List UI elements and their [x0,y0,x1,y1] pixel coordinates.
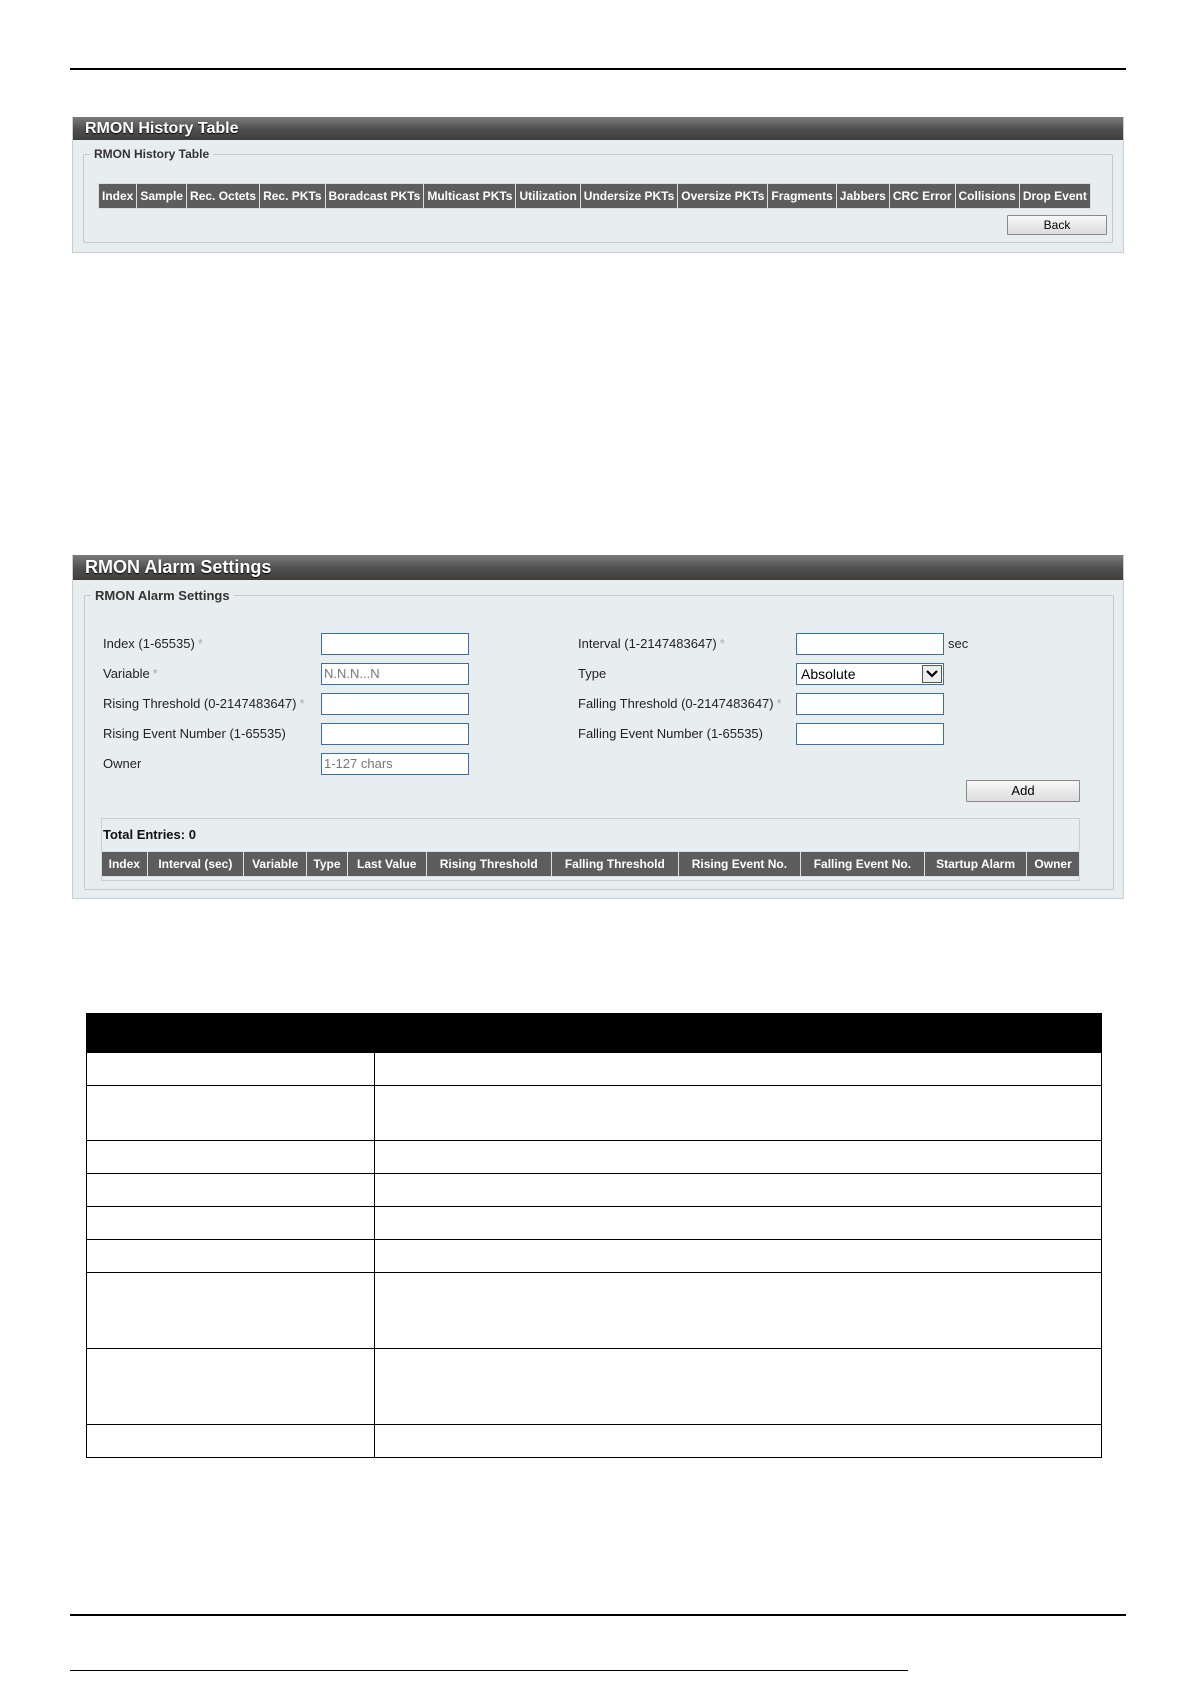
index-label: Index (1-65535) * [103,636,203,651]
alarm-col-type: Type [307,852,348,877]
history-col-drop-event: Drop Event [1019,184,1090,209]
history-col-utilization: Utilization [516,184,580,209]
parameter-name-cell [87,1053,375,1086]
alarm-col-last-value: Last Value [347,852,426,877]
parameter-table-header [87,1014,1102,1053]
parameter-name-cell [87,1207,375,1240]
parameter-name-cell [87,1141,375,1174]
history-col-multicast-pkts: Multicast PKTs [424,184,516,209]
rmon-history-panel [72,117,1124,253]
owner-label: Owner [103,756,142,771]
falling-threshold-label: Falling Threshold (0-2147483647) * [578,696,782,711]
parameter-row [87,1349,1102,1425]
parameter-name-cell [87,1240,375,1273]
parameter-name-cell [87,1425,375,1458]
variable-label: Variable * [103,666,158,681]
history-col-rec-octets: Rec. Octets [187,184,260,209]
rising-threshold-label: Rising Threshold (0-2147483647) * [103,696,305,711]
rising-threshold-input[interactable] [321,693,469,715]
index-input[interactable] [321,633,469,655]
parameter-description-cell [375,1425,1102,1458]
rmon-alarm-legend: RMON Alarm Settings [95,588,230,603]
history-col-rec-pkts: Rec. PKTs [260,184,325,209]
interval-label: Interval (1-2147483647) * [578,636,725,651]
parameter-table [86,1013,1102,1458]
history-col-collisions: Collisions [955,184,1019,209]
rmon-alarm-table [101,851,1080,877]
parameter-row [87,1240,1102,1273]
history-col-undersize-pkts: Undersize PKTs [580,184,677,209]
alarm-col-interval-sec: Interval (sec) [147,852,243,877]
alarm-col-index: Index [102,852,148,877]
parameter-row [87,1207,1102,1240]
parameter-name-cell [87,1174,375,1207]
parameter-row [87,1425,1102,1458]
parameter-row [87,1174,1102,1207]
rmon-alarm-title: RMON Alarm Settings [73,555,1123,580]
parameter-row [87,1053,1102,1086]
history-col-sample: Sample [137,184,187,209]
rising-event-label: Rising Event Number (1-65535) [103,726,286,741]
history-col-fragments: Fragments [768,184,836,209]
parameter-row [87,1141,1102,1174]
history-col-index: Index [99,184,137,209]
parameter-description-cell [375,1053,1102,1086]
rmon-history-legend: RMON History Table [94,147,210,161]
interval-unit: sec [948,636,969,651]
parameter-name-cell [87,1273,375,1349]
interval-input[interactable] [796,633,944,655]
parameter-description-cell [375,1240,1102,1273]
alarm-col-owner: Owner [1027,852,1080,877]
type-label: Type [578,666,607,681]
parameter-name-cell [87,1349,375,1425]
type-select[interactable] [796,663,944,685]
history-col-jabbers: Jabbers [836,184,889,209]
rising-event-input[interactable] [321,723,469,745]
alarm-col-rising-event-no: Rising Event No. [679,852,801,877]
back-button[interactable]: Back [1007,215,1107,235]
parameter-description-cell [375,1174,1102,1207]
add-button[interactable]: Add [966,780,1080,802]
rmon-alarm-panel [72,555,1124,899]
type-select-value: Absolute [801,666,856,682]
parameter-description-cell [375,1207,1102,1240]
alarm-col-rising-threshold: Rising Threshold [426,852,551,877]
alarm-col-falling-threshold: Falling Threshold [551,852,678,877]
history-col-oversize-pkts: Oversize PKTs [678,184,768,209]
header-rule [70,68,1126,70]
parameter-name-cell [87,1086,375,1141]
falling-event-label: Falling Event Number (1-65535) [578,726,763,741]
variable-input[interactable]: N.N.N...N [321,663,469,685]
parameter-description-cell [375,1086,1102,1141]
parameter-description-cell [375,1349,1102,1425]
owner-input[interactable]: 1-127 chars [321,753,469,775]
total-entries: Total Entries: 0 [103,827,196,842]
history-col-boradcast-pkts: Boradcast PKTs [325,184,424,209]
falling-event-input[interactable] [796,723,944,745]
rmon-history-title: RMON History Table [73,117,1123,140]
alarm-col-startup-alarm: Startup Alarm [924,852,1026,877]
alarm-col-variable: Variable [244,852,307,877]
falling-threshold-input[interactable] [796,693,944,715]
rmon-history-table [98,183,1091,209]
history-col-crc-error: CRC Error [889,184,955,209]
footer-rule [70,1614,1126,1616]
footer-line [70,1670,908,1671]
parameter-description-cell [375,1141,1102,1174]
parameter-row [87,1273,1102,1349]
parameter-row [87,1086,1102,1141]
parameter-description-cell [375,1273,1102,1349]
chevron-down-icon[interactable] [922,665,942,683]
alarm-col-falling-event-no: Falling Event No. [800,852,924,877]
